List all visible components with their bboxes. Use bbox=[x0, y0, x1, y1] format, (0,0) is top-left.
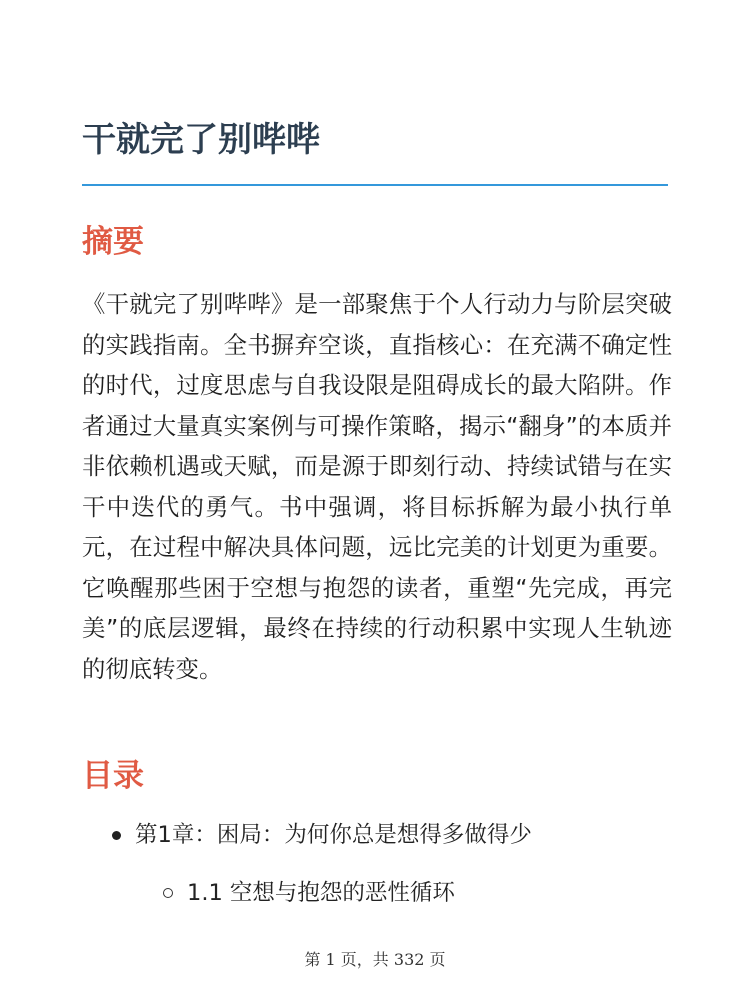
summary-paragraph: 《干就完了别哔哔》是一部聚焦于个人行动力与阶层突破的实践指南。全书摒弃空谈，直指核心：在充满不确定性的时代，过度思虑与自我设限是阻碍成长的最大陷阱。作者通过大量真实案例与可操作策略，揭示“翻身”的本质并非依赖机遇或天赋，而是源于即刻行动、持续试错与在实干中迭代的勇气。书中强调，将目标拆解为最小执行单元，在过程中解决具体问题，远比完美的计划更为重要。它唤醒那些困于空想与抱怨的读者，重塑“先完成，再完美”的底层逻辑，最终在持续的行动积累中实现人生轨迹的彻底转变。 bbox=[82, 290, 672, 683]
document-title: 干就完了别哔哔 bbox=[82, 120, 320, 160]
toc-chapter-label: 第1章：困局：为何你总是想得多做得少 bbox=[135, 822, 532, 848]
toc-section-item[interactable] bbox=[163, 876, 455, 910]
toc-chapter-item[interactable] bbox=[112, 818, 532, 852]
bullet-circle-icon bbox=[163, 888, 173, 898]
bullet-disc-icon bbox=[112, 831, 121, 840]
toc-heading: 目录 bbox=[82, 758, 144, 794]
title-divider bbox=[82, 184, 668, 186]
page-footer: 第 1 页，共 332 页 bbox=[304, 950, 446, 969]
summary-heading: 摘要 bbox=[82, 224, 144, 260]
toc-section-label: 1.1 空想与抱怨的恶性循环 bbox=[187, 880, 455, 906]
